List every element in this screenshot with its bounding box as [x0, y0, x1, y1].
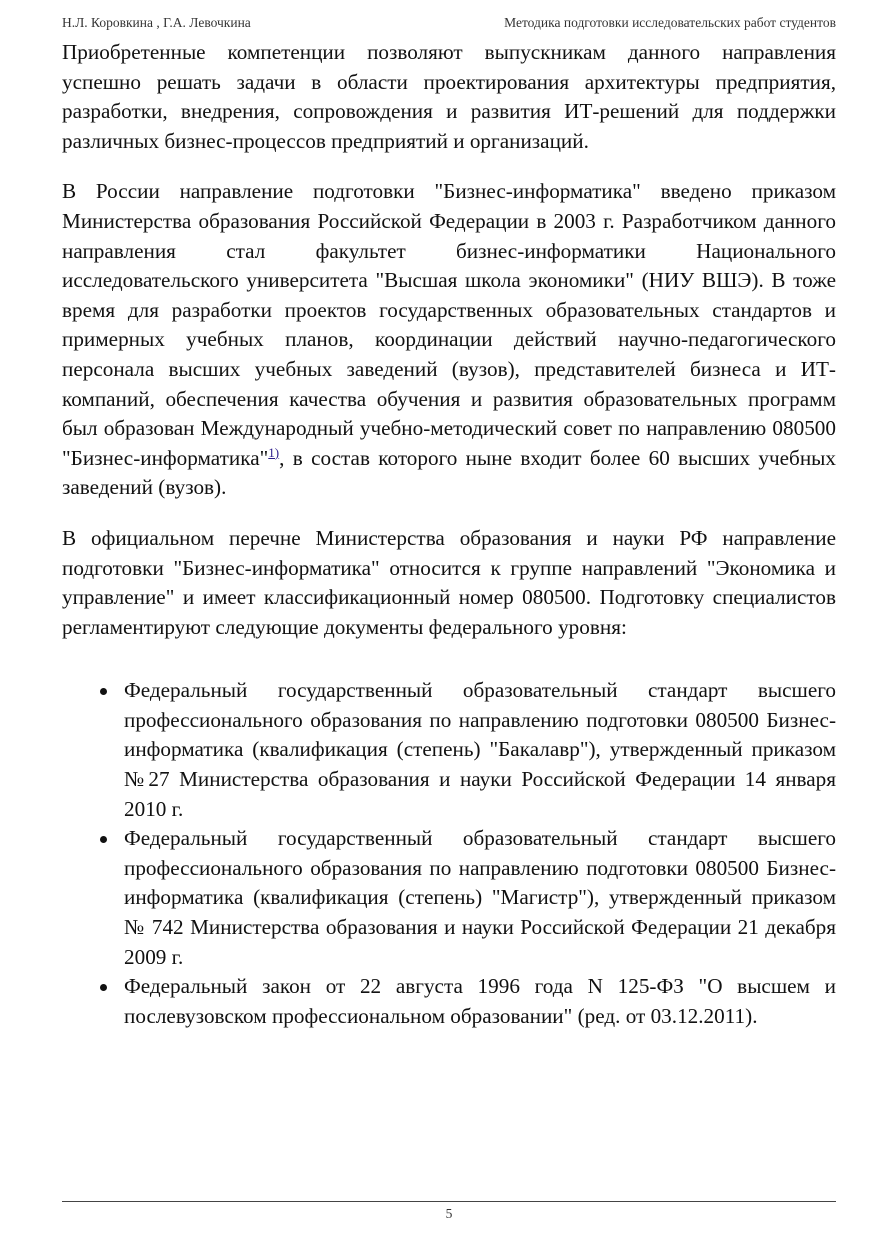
page-number: 5 — [445, 1206, 453, 1221]
paragraph-competencies: Приобретенные компетенции позволяют выпускникам данного направления успешно решать задачи в области проектирования архитектуры предприятия, разработки, внедрения, сопровождения и развития ИТ-решений для поддержки различных бизнес-процессов предприятий и организаций. — [62, 40, 836, 153]
list-item-text: Федеральный государственный образовательный стандарт высшего профессионального образования по направлению подготовки 080500 Бизнес-информатика (квалификация (степень) "Бакалавр"), утвержденный приказом №27 Министерства образования и науки Российской Федерации 14 января 2010 г. — [124, 678, 836, 821]
documents-list — [62, 676, 836, 1031]
footer-divider — [62, 1201, 836, 1202]
paragraph-russia-history-text: В России направление подготовки "Бизнес-информатика" введено приказом Министерства образования Российской Федерации в 2003 г. Разработчиком данного направления стал факультет бизнес-информатики Национального исследовательского университета "Высшая школа экономики" (НИУ ВШЭ). В тоже время для разработки проектов государственных образовательных стандартов и примерных учебных планов, координации действий научно-педагогического персонала высших учебных заведений (вузов), представителей бизнеса и ИТ-компаний, обеспечения качества обучения и развития образовательных программ был образован Международный учебно-методический совет по направлению 080500 "Бизнес-информатика" — [62, 179, 836, 470]
document-page — [62, 0, 836, 1241]
footnote-link[interactable]: 1) — [268, 444, 280, 460]
list-item — [124, 824, 836, 972]
header-authors: Н.Л. Коровкина , Г.А. Левочкина — [62, 15, 251, 30]
bullet-icon — [100, 836, 107, 843]
running-header — [62, 15, 836, 35]
header-title: Методика подготовки исследовательских работ студентов — [504, 15, 836, 30]
body-text — [62, 38, 836, 1031]
paragraph-official-list: В официальном перечне Министерства образования и науки РФ направление подготовки "Бизнес-информатика" относится к группе направлений "Экономика и управление" и имеет классификационный номер 080500. Подготовку специалистов регламентируют следующие документы федерального уровня: — [62, 525, 836, 639]
bullet-icon — [100, 688, 107, 695]
list-item — [124, 972, 836, 1031]
list-item — [124, 676, 836, 824]
list-item-text: Федеральный государственный образовательный стандарт высшего профессионального образования по направлению подготовки 080500 Бизнес-информатика (квалификация (степень) "Магистр"), утвержденный приказом № 742 Министерства образования и науки Российской Федерации 21 декабря 2009 г. — [124, 826, 836, 969]
list-item-text: Федеральный закон от 22 августа 1996 года N 125-ФЗ "О высшем и послевузовском профессиональном образовании" (ред. от 03.12.2011). — [124, 974, 836, 1028]
paragraph-russia-history — [62, 177, 836, 503]
bullet-icon — [100, 984, 107, 991]
paragraph-russia-history-tail: , в состав которого ныне входит более 60 высших учебных заведений (вузов). — [62, 445, 836, 500]
